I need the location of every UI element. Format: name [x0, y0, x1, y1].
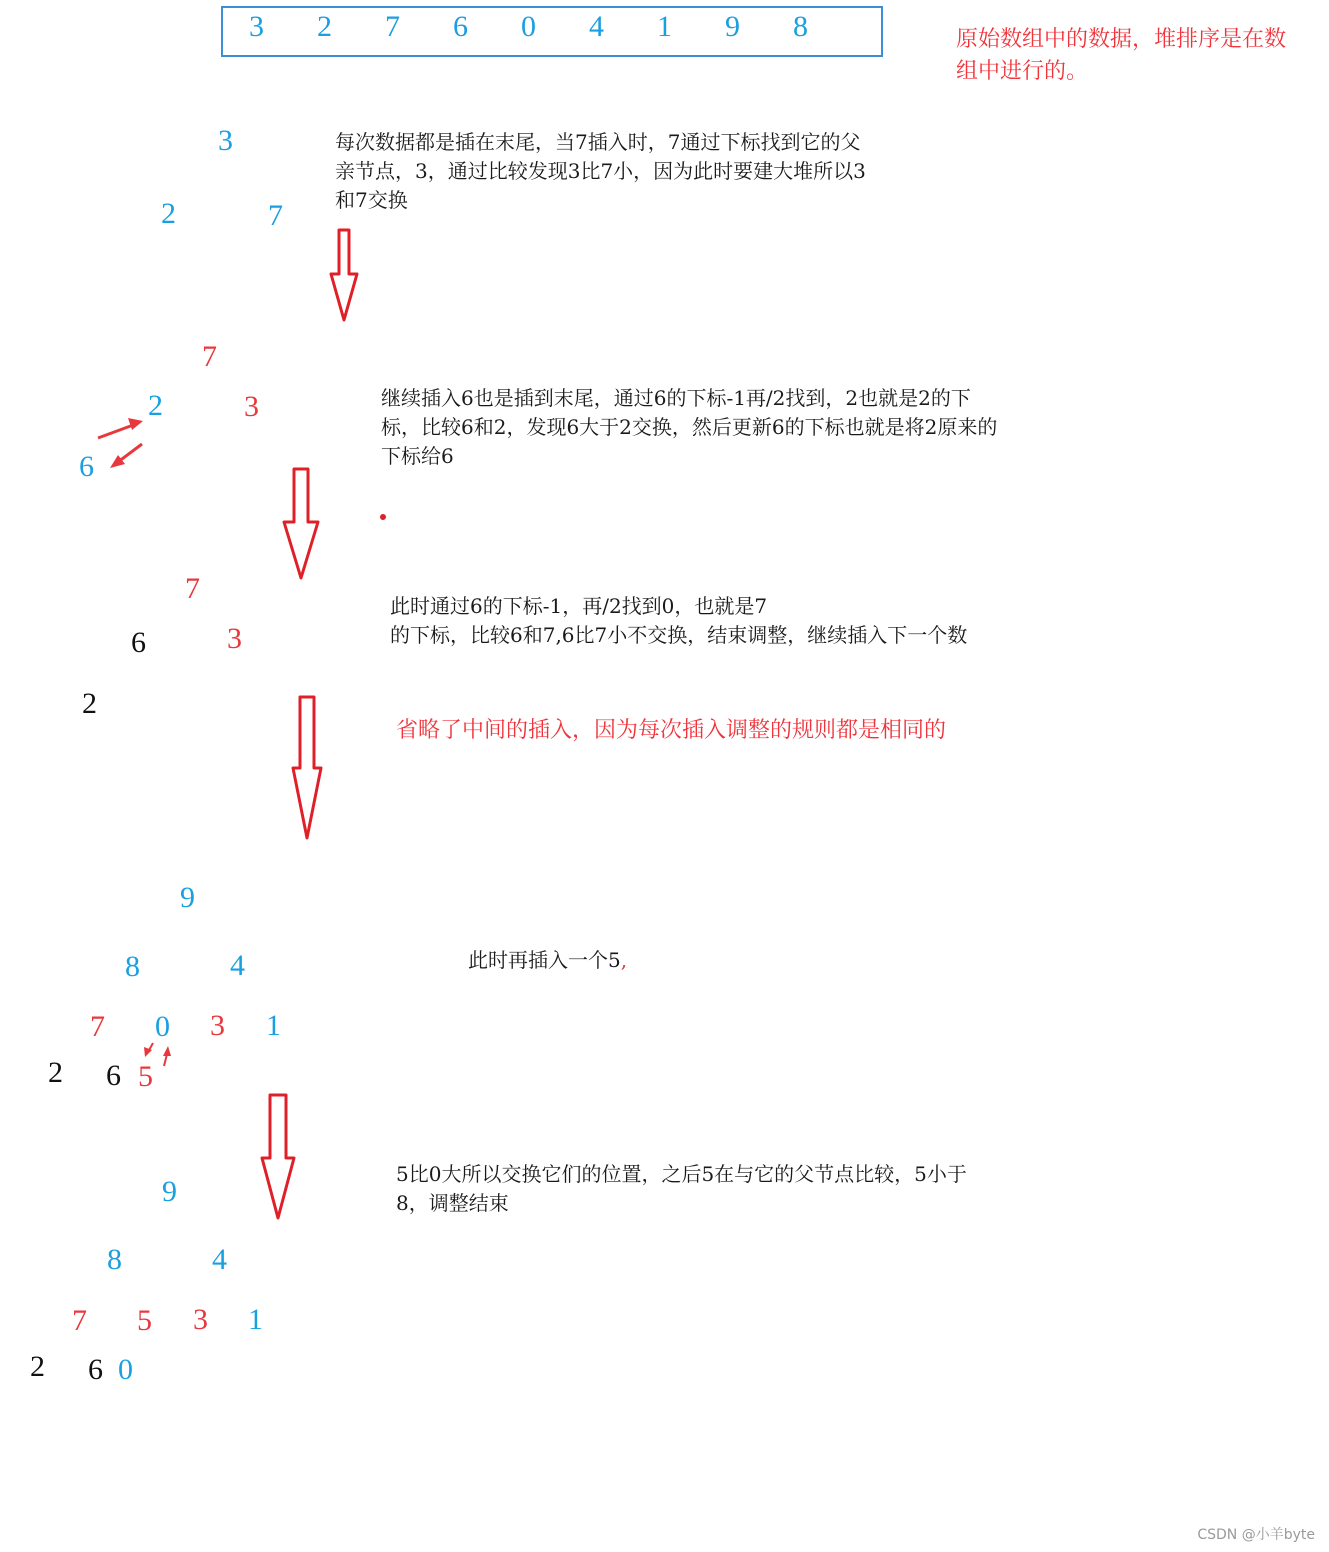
step3-note: 此时通过6的下标-1，再/2找到0，也就是7 的下标，比较6和7,6比7小不交换，结束调整，继续插入下一个数 [390, 594, 968, 647]
t2-leftleft: 6 [79, 450, 94, 483]
array-item: 0 [521, 10, 536, 43]
t5-llr: 6 [88, 1353, 103, 1386]
t5-right: 4 [212, 1243, 227, 1276]
array-item: 6 [453, 10, 468, 43]
omit-note: 省略了中间的插入，因为每次插入调整的规则都是相同的 [396, 718, 947, 743]
t3-left: 6 [131, 626, 146, 659]
array-item: 8 [793, 10, 808, 43]
array-note: 原始数组中的数据，堆排序是在数 组中进行的。 [956, 27, 1287, 84]
array-item: 4 [589, 10, 604, 43]
down-arrow-icon [293, 697, 321, 838]
t1-left: 2 [161, 197, 176, 230]
down-arrow-icon [262, 1095, 294, 1218]
t2-left: 2 [148, 389, 163, 422]
array-item: 1 [657, 10, 672, 43]
step4-comma: , [620, 948, 628, 972]
array-item: 2 [317, 10, 332, 43]
t4-llr: 6 [106, 1059, 121, 1092]
down-arrow-icon [284, 469, 318, 578]
step2-note: 继续插入6也是插到末尾，通过6的下标-1再/2找到，2也就是2的下 标，比较6和2，发现6大于2交换，然后更新6的下标也就是将2原来的 下标给6 [381, 386, 998, 468]
step5-note: 5比0大所以交换它们的位置，之后5在与它的父节点比较，5小于 8，调整结束 [396, 1162, 967, 1215]
t5-lll: 2 [30, 1350, 45, 1383]
t4-ll: 7 [90, 1010, 105, 1043]
dot-mark [380, 514, 386, 520]
t5-lrl: 0 [118, 1353, 133, 1386]
t1-root: 3 [218, 124, 233, 157]
t5-left: 8 [107, 1243, 122, 1276]
t3-leftleft: 2 [82, 687, 97, 720]
t1-right: 7 [268, 199, 283, 232]
t5-rl: 3 [193, 1303, 208, 1336]
t4-root: 9 [180, 881, 195, 914]
t4-lr: 0 [155, 1010, 170, 1043]
swap-arrow-icon [98, 424, 136, 438]
t2-right: 3 [244, 390, 259, 423]
down-arrow-icon [331, 230, 357, 320]
t3-right: 3 [227, 622, 242, 655]
t4-right: 4 [230, 949, 245, 982]
t5-ll: 7 [72, 1304, 87, 1337]
array-item: 3 [249, 10, 264, 43]
t4-rl: 3 [210, 1009, 225, 1042]
t3-root: 7 [185, 572, 200, 605]
t5-lr: 5 [137, 1304, 152, 1337]
t5-root: 9 [162, 1175, 177, 1208]
swap-arrow-icon [118, 444, 142, 462]
watermark: CSDN @小羊byte [1197, 1527, 1315, 1543]
step1-note: 每次数据都是插在末尾，当7插入时，7通过下标找到它的父 亲节点，3，通过比较发现3比7小，因为此时要建大堆所以3 和7交换 [335, 130, 866, 212]
t4-left: 8 [125, 950, 140, 983]
t2-root: 7 [202, 340, 217, 373]
t4-lrl: 5 [138, 1060, 153, 1093]
step4-text: 此时再插入一个5 [468, 948, 621, 972]
array-item: 7 [385, 10, 400, 43]
t4-rr: 1 [266, 1009, 281, 1042]
t5-rr: 1 [248, 1303, 263, 1336]
t4-lll: 2 [48, 1056, 63, 1089]
array-item: 9 [725, 10, 740, 43]
